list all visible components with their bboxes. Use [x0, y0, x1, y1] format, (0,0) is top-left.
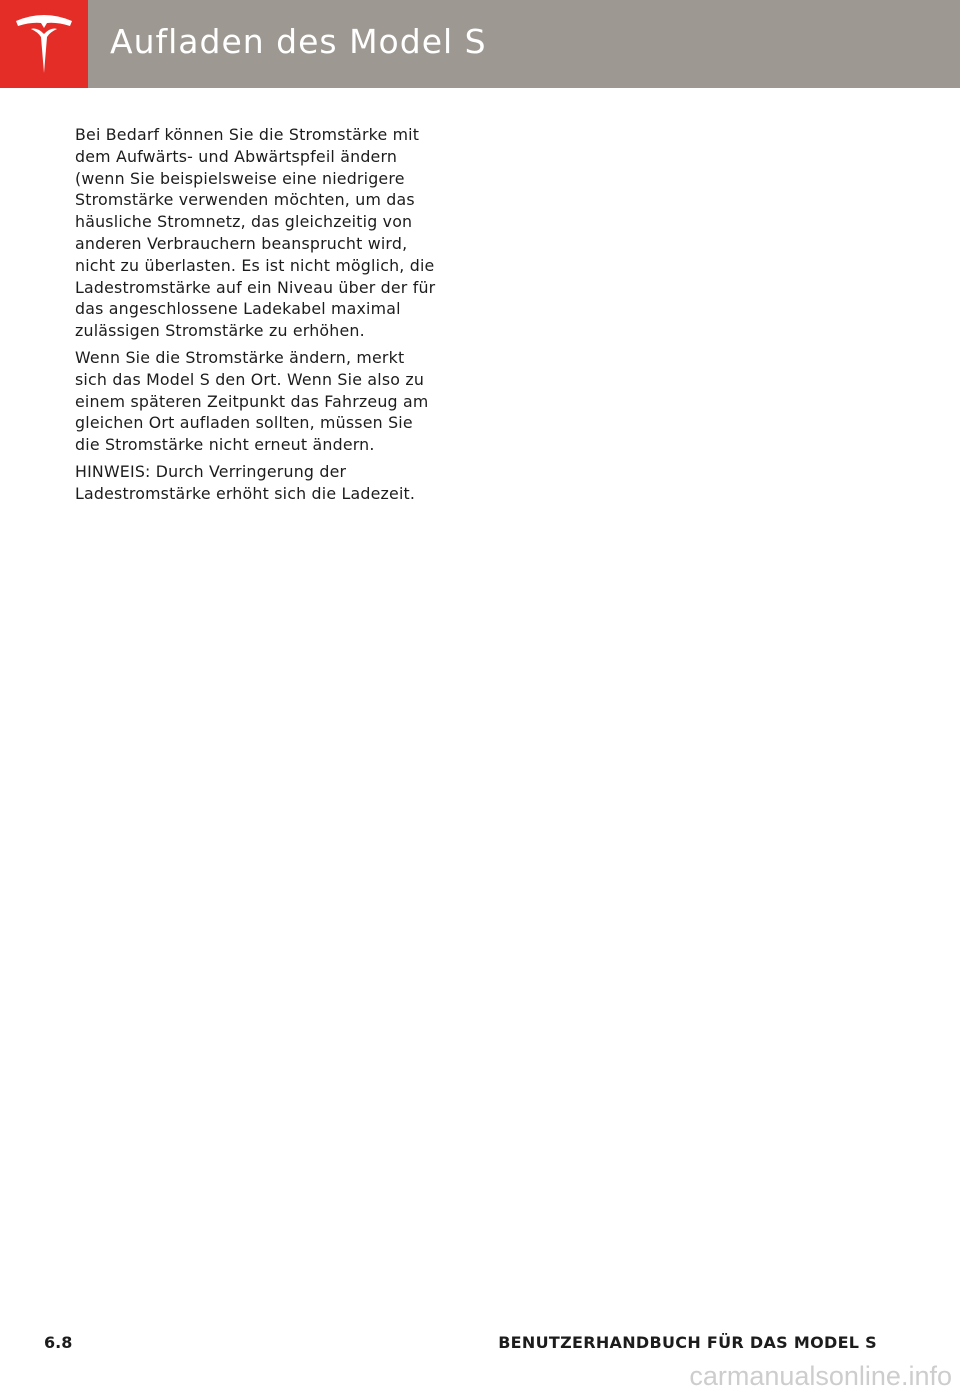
paragraph-location-memory: Wenn Sie die Stromstärke ändern, merkt sich das Model S den Ort. Wenn Sie also zu einem späteren Zeitpunkt das Fahrzeug am gleichen Ort aufladen sollten, müssen Sie die Stromstärke nicht erneut ändern. — [75, 347, 429, 455]
logo-box — [0, 0, 88, 88]
paragraph-current-adjust: Bei Bedarf können Sie die Stromstärke mit dem Aufwärts- und Abwärtspfeil ändern (wenn Sie beispielsweise eine niedrigere Stromstärke verwenden möchten, um das häusliche Stromnetz, das gleichzeitig von anderen Verbrauchern beansprucht wird, nicht zu überlasten. Es ist nicht möglich, die Ladestromstärke auf ein Niveau über der für das angeschlossene Ladekabel maximal zulässigen Stromstärke zu erhöhen. — [75, 125, 436, 341]
page-header — [0, 0, 960, 88]
body-text — [75, 124, 437, 510]
page-title: Aufladen des Model S — [110, 22, 487, 61]
page-number: 6.8 — [44, 1333, 73, 1352]
watermark: carmanualsonline.info — [689, 1361, 952, 1391]
manual-title: BENUTZERHANDBUCH FÜR DAS MODEL S — [498, 1333, 877, 1352]
paragraph-note: HINWEIS: Durch Verringerung der Ladestromstärke erhöht sich die Ladezeit. — [75, 461, 416, 503]
tesla-t-logo-icon — [0, 0, 88, 88]
